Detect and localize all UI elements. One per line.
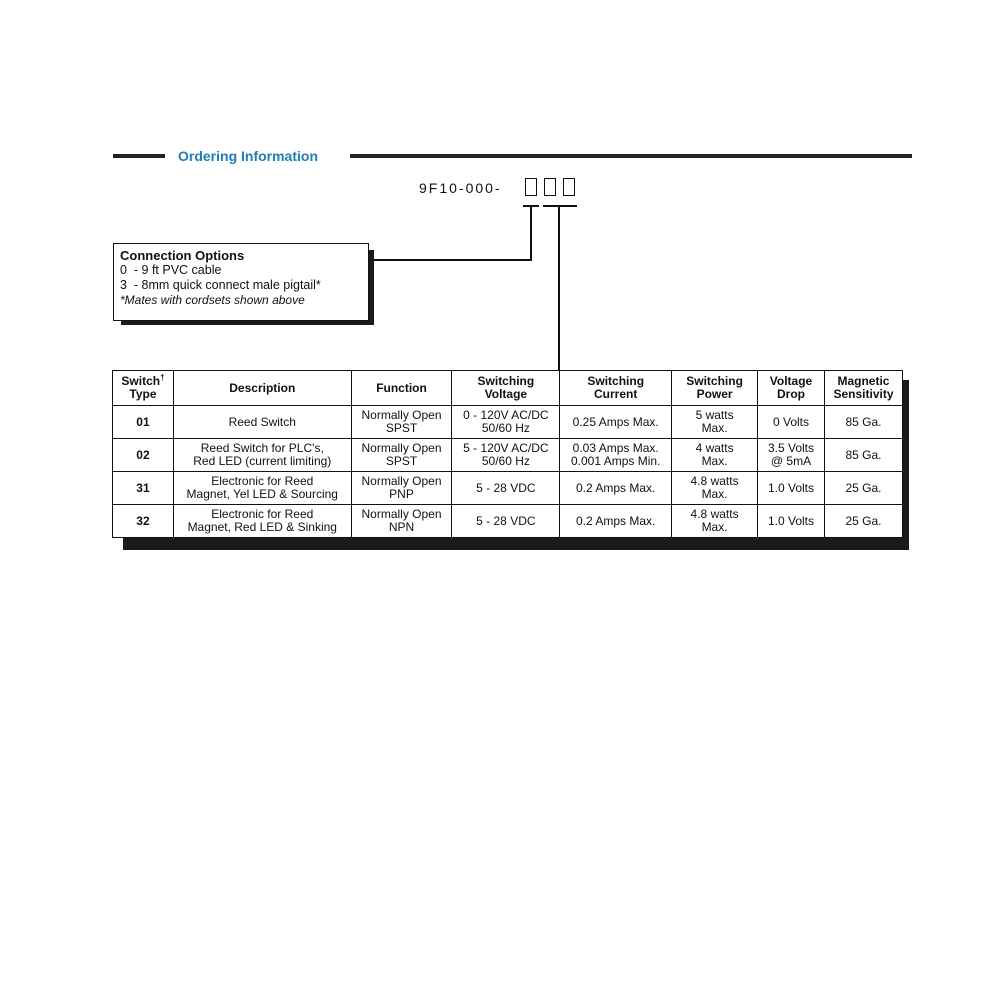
cell-voltage: 5 - 28 VDC <box>452 505 560 538</box>
cell-function: Normally Open SPST <box>351 439 452 472</box>
cell-current: 0.2 Amps Max. <box>560 505 672 538</box>
header-switching-current: Switching Current <box>560 371 672 406</box>
code-underline-type <box>543 205 577 207</box>
connector-line-connection-vertical <box>530 206 532 261</box>
cell-power: 4 watts Max. <box>672 439 758 472</box>
cell-voltage-drop: 1.0 Volts <box>758 505 825 538</box>
cell-voltage-drop: 3.5 Volts @ 5mA <box>758 439 825 472</box>
cell-type: 31 <box>113 472 174 505</box>
part-number-prefix: 9F10-000- <box>419 180 502 196</box>
cell-type: 32 <box>113 505 174 538</box>
cell-description: Electronic for Reed Magnet, Yel LED & Sourcing <box>173 472 351 505</box>
cell-power: 4.8 watts Max. <box>672 505 758 538</box>
header-magnetic-sensitivity: Magnetic Sensitivity <box>824 371 902 406</box>
table-row <box>113 406 903 439</box>
cell-voltage-drop: 0 Volts <box>758 406 825 439</box>
switch-spec-table <box>112 370 903 538</box>
cell-voltage-drop: 1.0 Volts <box>758 472 825 505</box>
cell-function: Normally Open NPN <box>351 505 452 538</box>
header-function: Function <box>351 371 452 406</box>
cell-power: 4.8 watts Max. <box>672 472 758 505</box>
connector-line-connection-horizontal <box>369 259 532 261</box>
cell-type: 02 <box>113 439 174 472</box>
cell-current: 0.2 Amps Max. <box>560 472 672 505</box>
connection-option-item: 3 - 8mm quick connect male pigtail* <box>120 278 321 292</box>
cell-function: Normally Open PNP <box>351 472 452 505</box>
header-switch-type: Switch† Type <box>113 371 174 406</box>
cell-sensitivity: 85 Ga. <box>824 439 902 472</box>
cell-current: 0.25 Amps Max. <box>560 406 672 439</box>
header-voltage-drop: Voltage Drop <box>758 371 825 406</box>
connection-options-box <box>113 243 369 321</box>
connection-options-title: Connection Options <box>120 248 245 263</box>
cell-sensitivity: 25 Ga. <box>824 505 902 538</box>
connector-line-type-vertical <box>558 206 560 371</box>
table-row <box>113 505 903 538</box>
code-box-type-1 <box>544 178 556 196</box>
cell-power: 5 watts Max. <box>672 406 758 439</box>
header-switching-voltage: Switching Voltage <box>452 371 560 406</box>
code-box-type-2 <box>563 178 575 196</box>
cell-voltage: 5 - 120V AC/DC 50/60 Hz <box>452 439 560 472</box>
cell-current: 0.03 Amps Max. 0.001 Amps Min. <box>560 439 672 472</box>
cell-type: 01 <box>113 406 174 439</box>
cell-description: Electronic for Reed Magnet, Red LED & Sinking <box>173 505 351 538</box>
header-switching-power: Switching Power <box>672 371 758 406</box>
section-rule-right <box>350 154 912 158</box>
connection-options-note: *Mates with cordsets shown above <box>120 293 305 307</box>
cell-sensitivity: 85 Ga. <box>824 406 902 439</box>
cell-description: Reed Switch for PLC's, Red LED (current limiting) <box>173 439 351 472</box>
section-rule-left <box>113 154 165 158</box>
cell-description: Reed Switch <box>173 406 351 439</box>
cell-voltage: 5 - 28 VDC <box>452 472 560 505</box>
cell-sensitivity: 25 Ga. <box>824 472 902 505</box>
cell-voltage: 0 - 120V AC/DC 50/60 Hz <box>452 406 560 439</box>
table-header-row <box>113 371 903 406</box>
header-description: Description <box>173 371 351 406</box>
code-box-connection <box>525 178 537 196</box>
cell-function: Normally Open SPST <box>351 406 452 439</box>
table-row <box>113 439 903 472</box>
table-row <box>113 472 903 505</box>
connection-option-item: 0 - 9 ft PVC cable <box>120 263 222 277</box>
section-title: Ordering Information <box>178 148 318 164</box>
